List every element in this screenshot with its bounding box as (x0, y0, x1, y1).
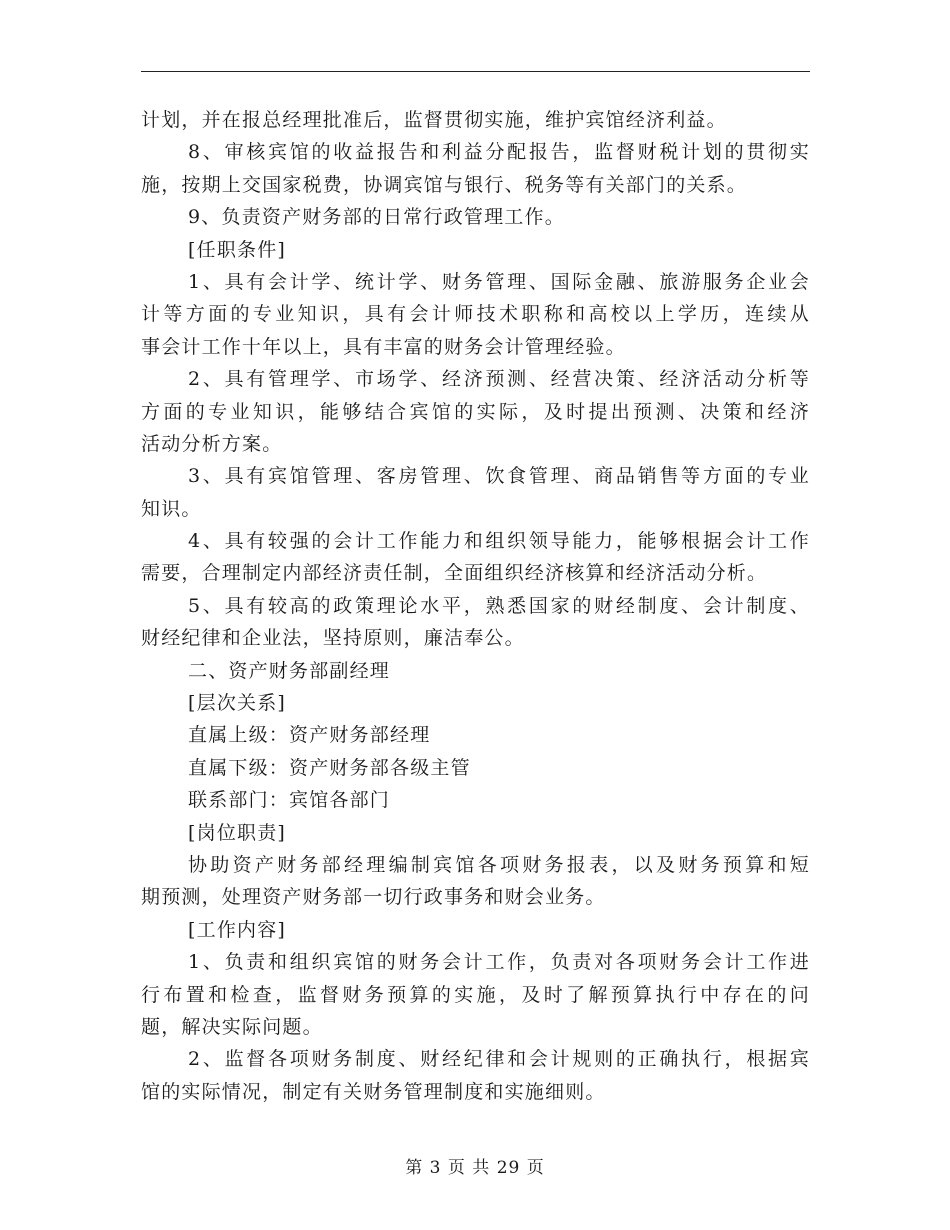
text-line: 4、具有较强的会计工作能力和组织领导能力，能够根据会计工作 (188, 530, 810, 553)
text-line: 5、具有较高的政策理论水平，熟悉国家的财经制度、会计制度、 (188, 594, 810, 617)
text-line: 直属上级：资产财务部经理 (188, 724, 431, 747)
header-rule (141, 71, 810, 72)
text-line: 需要，合理制定内部经济责任制，全面组织经济核算和经济活动分析。 (141, 562, 768, 585)
text-line: [任职条件] (188, 238, 287, 261)
page-footer: 第 3 页 共 29 页 (405, 1158, 545, 1178)
text-line: 二、资产财务部副经理 (188, 659, 391, 682)
text-line: 协助资产财务部经理编制宾馆各项财务报表，以及财务预算和短 (188, 853, 810, 876)
text-line: 计等方面的专业知识，具有会计师技术职称和高校以上学历，连续从 (141, 303, 810, 326)
text-line: 期预测，处理资产财务部一切行政事务和财会业务。 (141, 886, 606, 909)
text-line: 1、具有会计学、统计学、财务管理、国际金融、旅游服务企业会 (188, 270, 810, 293)
text-line: 直属下级：资产财务部各级主管 (188, 756, 471, 779)
text-line: [工作内容] (188, 918, 287, 941)
text-line: 方面的专业知识，能够结合宾馆的实际，及时提出预测、决策和经济 (141, 400, 810, 423)
text-line: 知识。 (141, 497, 202, 520)
document-body (141, 104, 810, 1108)
text-line: 馆的实际情况，制定有关财务管理制度和实施细则。 (141, 1080, 606, 1103)
text-line: [岗位职责] (188, 821, 287, 844)
text-line: 计划，并在报总经理批准后，监督贯彻实施，维护宾馆经济利益。 (141, 109, 727, 131)
text-line: [层次关系] (188, 692, 287, 715)
text-line: 2、监督各项财务制度、财经纪律和会计规则的正确执行，根据宾 (188, 1048, 810, 1071)
text-line: 题，解决实际问题。 (141, 1015, 323, 1038)
text-line: 1、负责和组织宾馆的财务会计工作，负责对各项财务会计工作进 (188, 951, 810, 974)
text-line: 活动分析方案。 (141, 432, 283, 455)
text-line: 施，按期上交国家税费，协调宾馆与银行、税务等有关部门的关系。 (141, 173, 748, 196)
text-line: 3、具有宾馆管理、客房管理、饮食管理、商品销售等方面的专业 (188, 465, 810, 488)
text-line: 8、审核宾馆的收益报告和利益分配报告，监督财税计划的贯彻实 (188, 141, 810, 164)
text-line: 行布置和检查，监督财务预算的实施，及时了解预算执行中存在的问 (141, 983, 810, 1006)
text-line: 9、负责资产财务部的日常行政管理工作。 (188, 206, 565, 229)
text-line: 事会计工作十年以上，具有丰富的财务会计管理经验。 (141, 335, 626, 358)
text-line: 2、具有管理学、市场学、经济预测、经营决策、经济活动分析等 (188, 368, 810, 391)
text-line: 联系部门：宾馆各部门 (188, 789, 391, 812)
text-line: 财经纪律和企业法，坚持原则，廉洁奉公。 (141, 627, 525, 650)
